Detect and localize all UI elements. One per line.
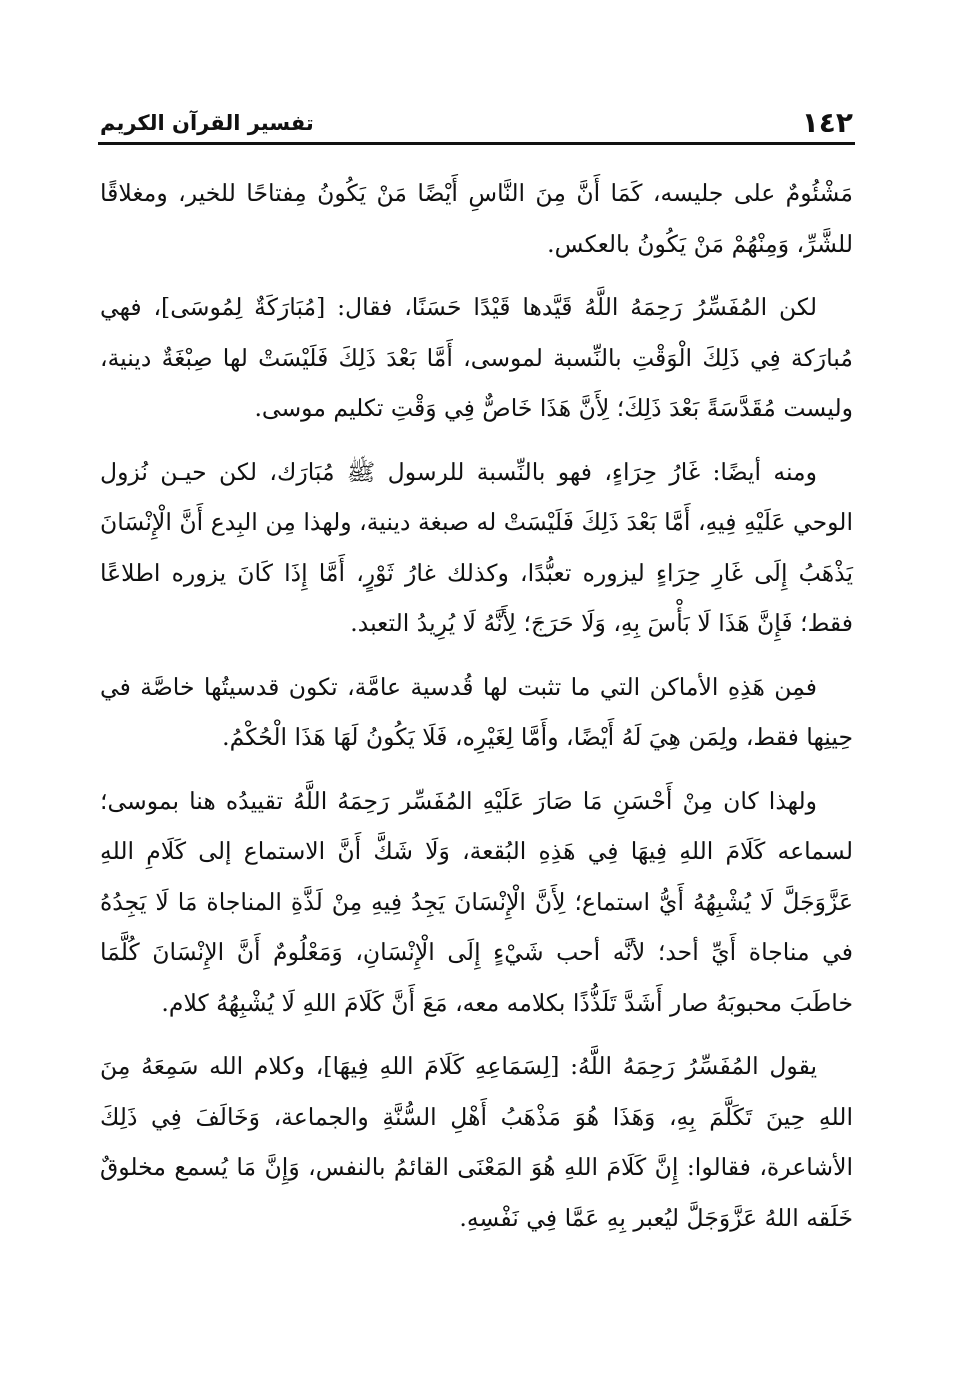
paragraph-1: مَشْئُومٌ على جليسه، كَمَا أَنَّ مِنَ النَّاسِ أَيْضًا مَنْ يَكُونُ مِفتاحًا للخير، ومغلاقًا للشَّرِّ، وَمِنْهُمْ مَنْ يَكُونُ بالعكس. <box>100 179 853 258</box>
page-header <box>100 96 853 140</box>
paragraph-6: يقول المُفَسِّرُ رَحِمَهُ اللَّهُ: [لِسَمَاعِهِ كَلَامَ اللهِ فِيهَا]، وكلام الله سَمِعَهُ مِنَ اللهِ حِينَ تَكَلَّمَ بِهِ، وَهَذَا هُوَ مَذْهَبُ أَهْلِ السُّنَّةِ والجماعة، وَخَالَفَ فِي ذَلِكَ الأشاعرة، فقالوا: إِنَّ كَلَامَ اللهِ هُوَ المَعْنَى القائمُ بالنفس، وَإِنَّ مَا يُسمع مخلوقٌ خَلَقه اللهُ عَزَّوَجَلَّ ليُعبر بِهِ عَمَّا فِي نَفْسِهِ. <box>100 1052 853 1232</box>
body-text <box>100 168 853 1256</box>
paragraph-2: لكن المُفَسِّرُ رَحِمَهُ اللَّهُ قَيَّدها قَيْدًا حَسَنًا، فقال: [مُبَارَكَةٌ لِمُوسَى]، فهي مُبارَكة فِي ذَلِكَ الْوَقْتِ بالنِّسبة لموسى، أَمَّا بَعْدَ ذَلِكَ فَلَيْسَتْ لها صِبْغَةٌ دينية، وليست مُقَدَّسَةً بَعْدَ ذَلِكَ؛ لِأَنَّ هَذَا خَاصٌّ فِي وَقْتِ تكليم موسى. <box>100 293 853 422</box>
running-title: تفسير القرآن الكريم <box>100 111 314 135</box>
paragraph-5: ولهذا كان مِنْ أَحْسَنِ مَا صَارَ عَلَيْهِ المُفَسِّر رَحِمَهُ اللَّهُ تقييدُه هنا بموسى؛ لسماعه كَلَامَ اللهِ فِيهَا فِي هَذِهِ البُقعة، وَلَا شَكَّ أَنَّ الاستماع إلى كَلَامِ اللهِ عَزَّوَجَلَّ لَا يُشْبِهُهُ أَيُّ استماع؛ لِأَنَّ الْإِنْسَانَ يَجِدُ فِيهِ مِنْ لَذَّةِ المناجاة مَا لَا يَجِدُهُ في مناجاة أَيِّ أحد؛ لأنَّه أحب شَيْءٍ إِلَى الْإِنْسَانِ، وَمَعْلُومٌ أَنَّ الإِنْسَانَ كُلَّمَا خاطَبَ محبوبَهُ صار أَشَدَّ تَلَذُّذًا بكلامه معه، مَعَ أَنَّ كَلَامَ اللهِ لَا يُشْبِهُهُ كلام. <box>100 786 853 1017</box>
header-divider <box>98 142 855 145</box>
page-number: ١٤٢ <box>801 106 853 139</box>
paragraph-4: فمِن هَذِهِ الأماكن التي ما تثبت لها قُدسية عامَّة، تكون قدسيتُها خاصَّة في حِينِها فقط، ولِمَن هِيَ لَهُ أَيْضًا، وأَمَّا لِغَيْرِه، فَلَا يَكُونُ لَهَا هَذَا الْحُكْمُ. <box>100 672 853 751</box>
paragraph-3: ومنه أيضًا: غَارُ حِرَاءٍ، فهو بالنِّسبة للرسول ﷺ مُبَارَك، لكن حيـن نُزول الوحي عَلَيْهِ فِيهِ، أَمَّا بَعْدَ ذَلِكَ فَلَيْسَتْ له صبغة دينية، ولهذا مِن البِدع أَنَّ الْإِنْسَانَ يَذْهَبُ إِلَى غَارِ حِرَاءٍ ليزوره تعبُّدًا، وكذلك غارُ ثَوْرٍ، أَمَّا إِذَا كَانَ يزوره اطلاعًا فقط؛ فَإِنَّ هَذَا لَا بَأْسَ بِهِ، وَلَا حَرَجَ؛ لِأَنَّهُ لَا يُرِيدُ التعبد. <box>100 457 853 637</box>
